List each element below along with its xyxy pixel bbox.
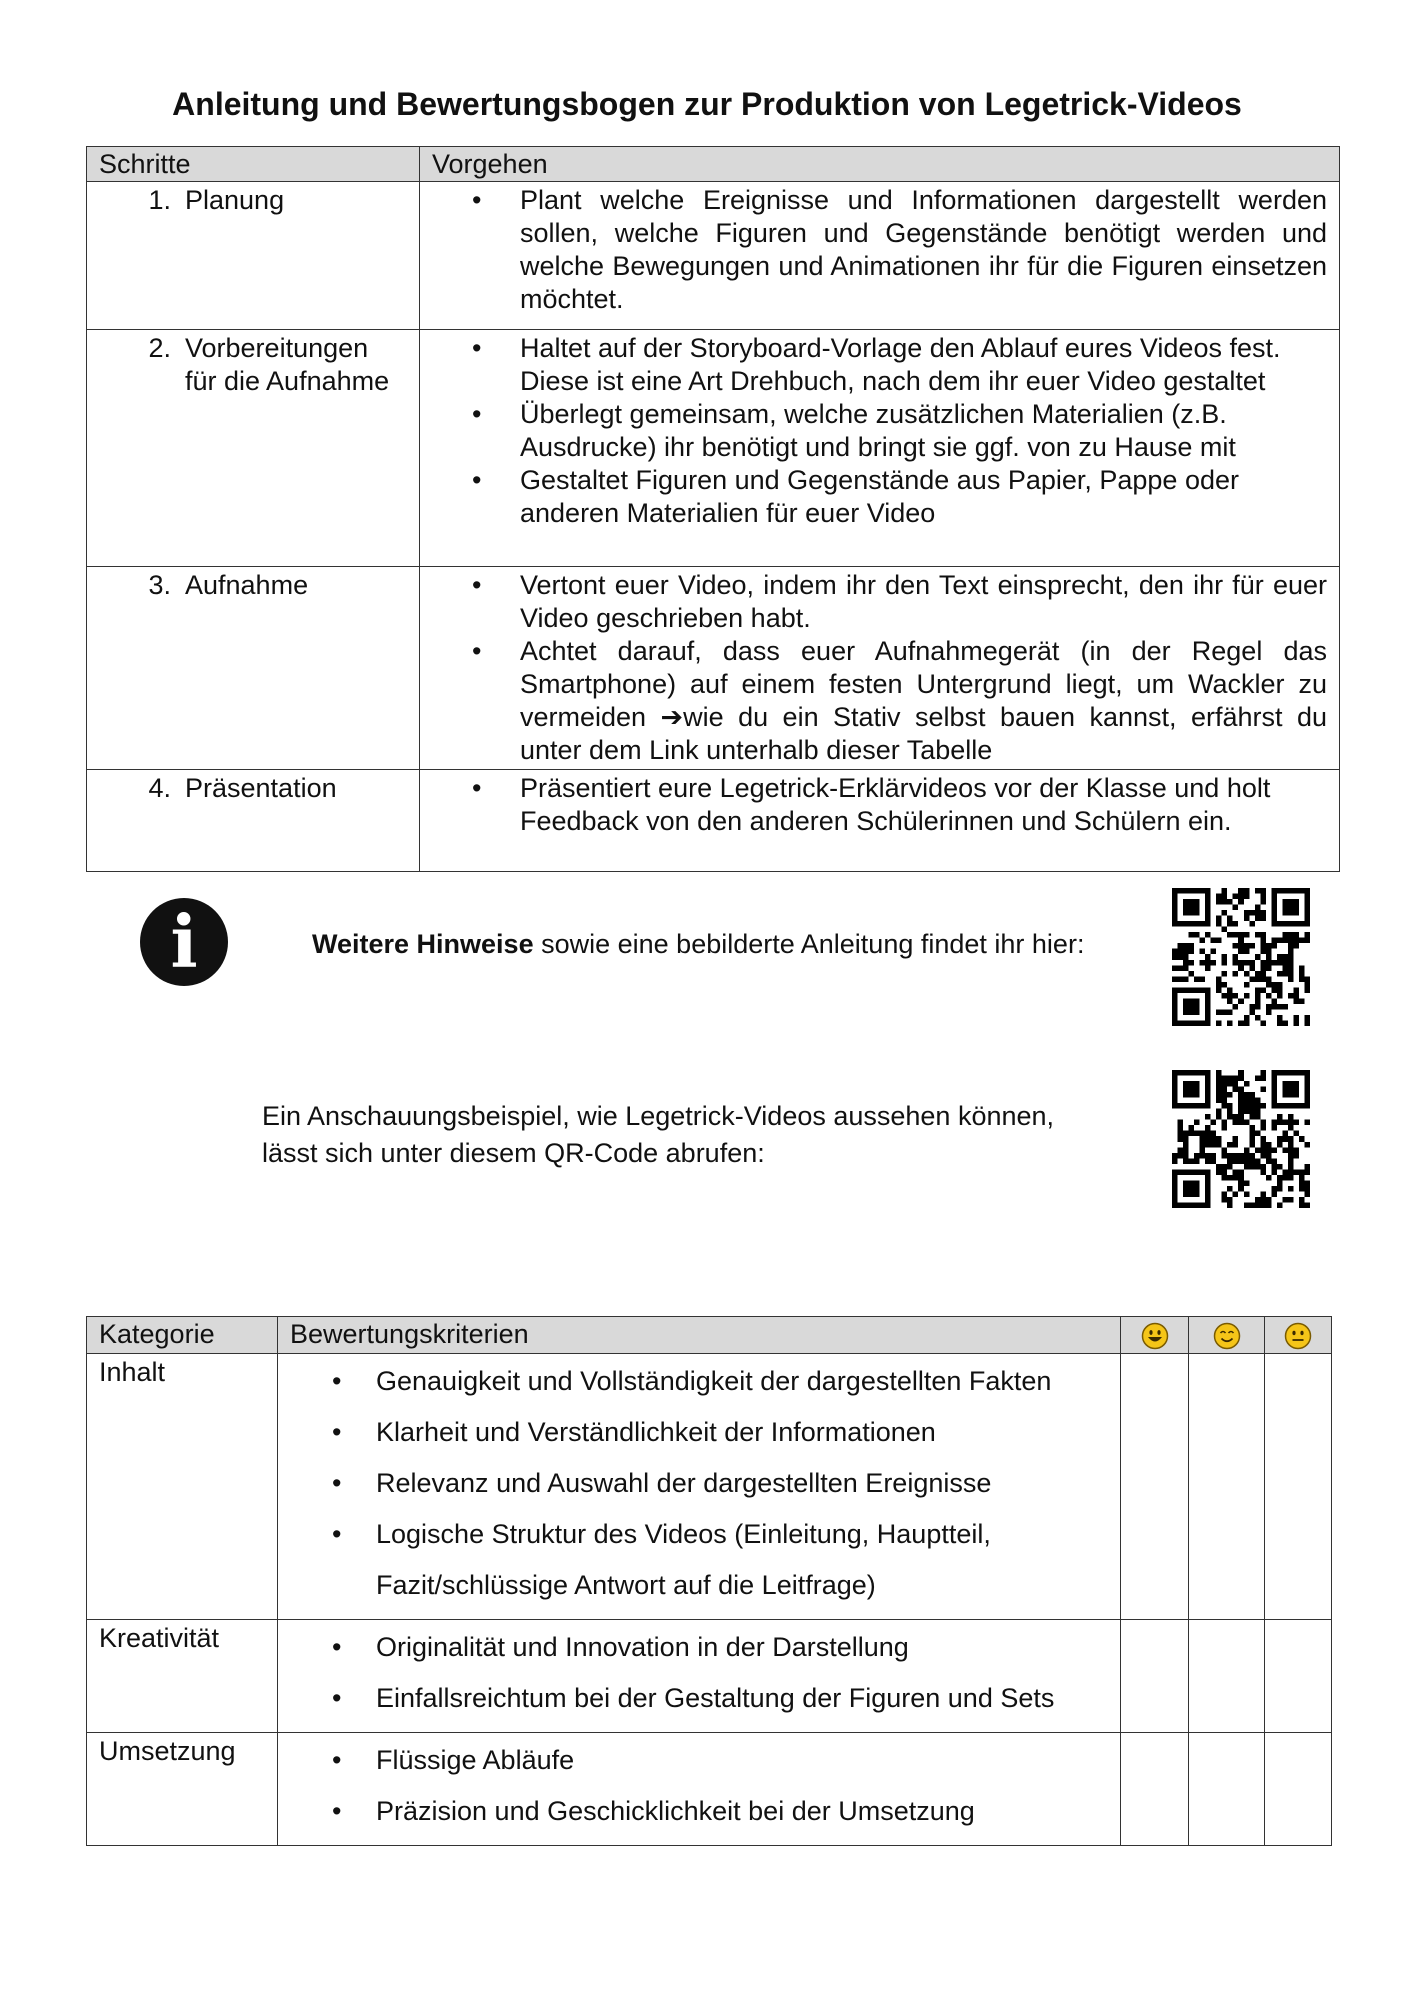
example-line-1: Ein Anschauungsbeispiel, wie Legetrick-Videos aussehen können, [262, 1101, 1055, 1131]
steps-header: Schritte [87, 147, 420, 182]
example-line-2: lässt sich unter diesem QR-Code abrufen: [262, 1138, 765, 1168]
criterion: • Flüssige Abläufe [278, 1735, 1108, 1786]
criterion: • Präzision und Geschicklichkeit bei der Umsetzung [278, 1786, 1108, 1837]
rating-cell-neutral[interactable] [1265, 1620, 1332, 1733]
step-row-aufnahme [87, 567, 1340, 770]
procedure-cell [420, 770, 1340, 872]
category-cell: Kreativität [87, 1620, 278, 1733]
procedure-cell [420, 330, 1340, 567]
procedure-cell [420, 182, 1340, 330]
page-title: Anleitung und Bewertungsbogen zur Produktion von Legetrick-Videos [172, 86, 1242, 122]
smiling-face-icon [1213, 1322, 1241, 1350]
criterion: • Relevanz und Auswahl der dargestellten Ereignisse [278, 1458, 1108, 1509]
rating-header-very-good [1121, 1317, 1189, 1354]
procedure-bullet: • Präsentiert eure Legetrick-Erklärvideos vor der Klasse und holt Feedback von den anderen Schülerinnen und Schülern ein. [420, 772, 1327, 838]
step-label: Aufnahme [185, 570, 309, 600]
criteria-row-kreativitaet [87, 1620, 1332, 1733]
criteria-header: Bewertungskriterien [278, 1317, 1121, 1354]
step-row-vorbereitungen [87, 330, 1340, 567]
procedure-bullet: • Achtet darauf, dass euer Aufnahmegerät (in der Regel das Smartphone) auf einem festen Untergrund liegt, um Wackler zu vermeiden ➔wie du ein Stativ selbst bauen kannst, erfährst du unter dem Link unterhalb dieser Tabelle [420, 635, 1327, 767]
criterion: • Klarheit und Verständlichkeit der Informationen [278, 1407, 1108, 1458]
criteria-row-inhalt [87, 1354, 1332, 1620]
rating-cell-very-good[interactable] [1121, 1620, 1189, 1733]
step-label: Präsentation [185, 773, 337, 803]
category-cell: Inhalt [87, 1354, 278, 1620]
procedure-bullet: • Überlegt gemeinsam, welche zusätzlichen Materialien (z.B. Ausdrucke) ihr benötigt und bringt sie ggf. von zu Hause mit [420, 398, 1327, 464]
rating-cell-good[interactable] [1189, 1620, 1265, 1733]
criteria-cell [278, 1354, 1121, 1620]
criteria-table [86, 1316, 1332, 1846]
rating-cell-neutral[interactable] [1265, 1733, 1332, 1846]
step-label-line2: für die Aufnahme [185, 366, 390, 396]
step-cell [87, 330, 420, 567]
procedure-bullet: • Gestaltet Figuren und Gegenstände aus Papier, Pappe oder anderen Materialien für euer Video [420, 464, 1327, 530]
procedure-cell [420, 567, 1340, 770]
step-number: 2. [148, 333, 171, 363]
further-hints-text [312, 928, 1084, 961]
rating-header-good [1189, 1317, 1265, 1354]
grinning-face-icon [1141, 1322, 1169, 1350]
step-number: 3. [148, 570, 171, 600]
criteria-cell [278, 1733, 1121, 1846]
step-number: 4. [148, 773, 171, 803]
step-row-praesentation [87, 770, 1340, 872]
step-label: Planung [185, 185, 285, 215]
further-hints-bold: Weitere Hinweise [312, 929, 534, 959]
criterion: • Einfallsreichtum bei der Gestaltung der Figuren und Sets [278, 1673, 1108, 1724]
step-cell [87, 770, 420, 872]
criteria-row-umsetzung [87, 1733, 1332, 1846]
criterion: • Logische Struktur des Videos (Einleitung, Hauptteil, Fazit/schlüssige Antwort auf die Leitfrage) [278, 1509, 1108, 1611]
qr-code-example-video[interactable] [1172, 1070, 1310, 1208]
step-cell [87, 182, 420, 330]
step-cell [87, 567, 420, 770]
rating-cell-good[interactable] [1189, 1354, 1265, 1620]
procedure-bullet: • Vertont euer Video, indem ihr den Text einsprecht, den ihr für euer Video geschrieben habt. [420, 569, 1327, 635]
step-number: 1. [148, 185, 171, 215]
info-icon: i [140, 898, 228, 986]
procedure-bullet: • Haltet auf der Storyboard-Vorlage den Ablauf eures Videos fest. Diese ist eine Art Drehbuch, nach dem ihr euer Video gestaltet [420, 332, 1327, 398]
qr-code-instructions[interactable] [1172, 888, 1310, 1026]
step-label: Vorbereitungen [185, 333, 369, 363]
rating-header-neutral [1265, 1317, 1332, 1354]
category-cell: Umsetzung [87, 1733, 278, 1846]
category-header: Kategorie [87, 1317, 278, 1354]
rating-cell-very-good[interactable] [1121, 1733, 1189, 1846]
further-hints-rest: sowie eine bebilderte Anleitung findet ihr hier: [533, 929, 1085, 959]
procedure-header: Vorgehen [420, 147, 1340, 182]
criterion: • Genauigkeit und Vollständigkeit der dargestellten Fakten [278, 1356, 1108, 1407]
criteria-cell [278, 1620, 1121, 1733]
rating-cell-good[interactable] [1189, 1733, 1265, 1846]
steps-table [86, 146, 1340, 872]
criterion: • Originalität und Innovation in der Darstellung [278, 1622, 1108, 1673]
example-text [262, 1098, 1132, 1172]
neutral-face-icon [1284, 1322, 1312, 1350]
rating-cell-very-good[interactable] [1121, 1354, 1189, 1620]
step-row-planung [87, 182, 1340, 330]
rating-cell-neutral[interactable] [1265, 1354, 1332, 1620]
procedure-bullet: • Plant welche Ereignisse und Informationen dargestellt werden sollen, welche Figuren und Gegenstände benötigt werden und welche Bewegungen und Animationen ihr für die Figuren einsetzen möchtet. [420, 184, 1327, 316]
